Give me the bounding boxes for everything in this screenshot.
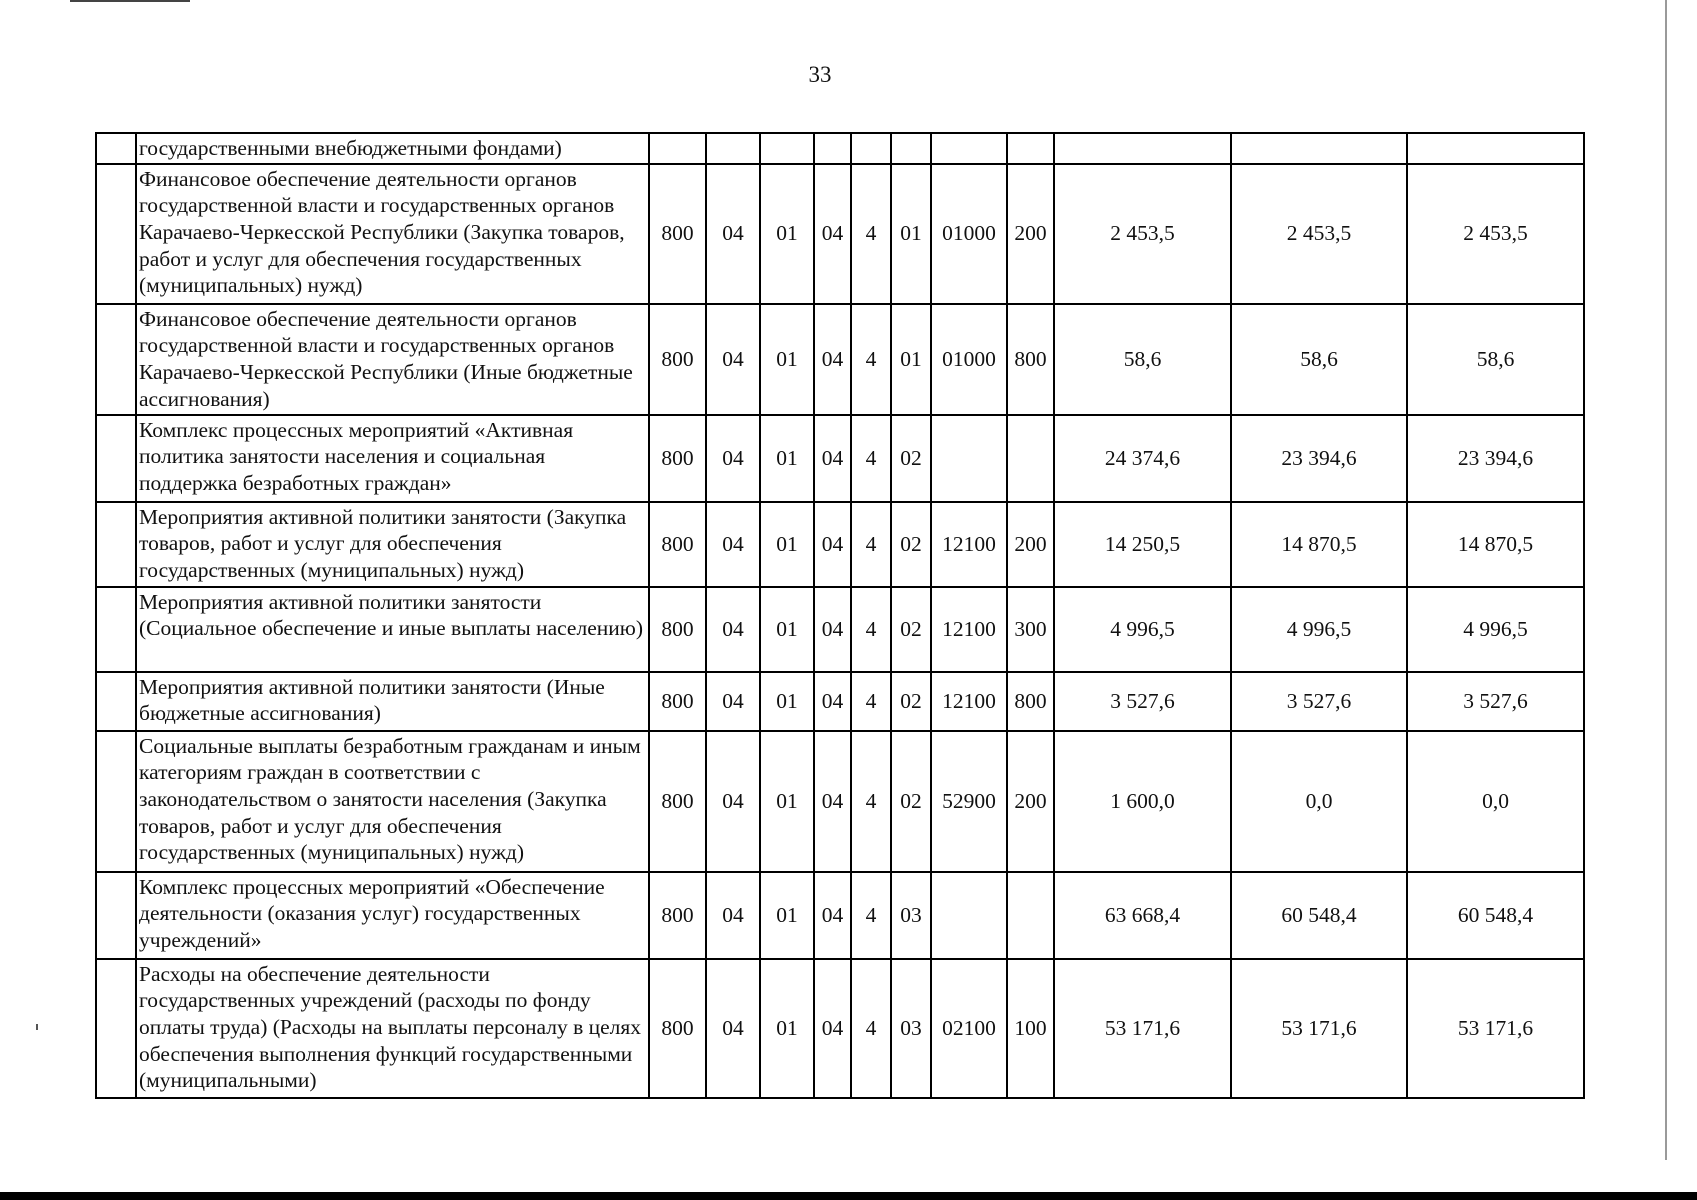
cell-row-number xyxy=(96,164,136,304)
cell-amount-year-1: 4 996,5 xyxy=(1054,587,1231,672)
cell-row-number xyxy=(96,959,136,1098)
scan-top-mark xyxy=(70,0,190,2)
cell-row-number xyxy=(96,872,136,959)
cell-amount-year-2: 0,0 xyxy=(1231,731,1407,872)
cell-subsection-code: 01 xyxy=(760,587,814,672)
table-row xyxy=(96,133,1584,164)
cell-amount-year-3: 53 171,6 xyxy=(1407,959,1584,1098)
cell-amount-year-2: 14 870,5 xyxy=(1231,502,1407,587)
cell-subsection-code xyxy=(760,133,814,164)
cell-row-number xyxy=(96,304,136,415)
cell-amount-year-3: 14 870,5 xyxy=(1407,502,1584,587)
table-row xyxy=(96,415,1584,502)
cell-target-article-1: 04 xyxy=(814,502,851,587)
cell-row-number xyxy=(96,672,136,731)
cell-subsection-code: 01 xyxy=(760,672,814,731)
cell-target-article-1: 04 xyxy=(814,872,851,959)
cell-target-article-4: 01000 xyxy=(931,304,1007,415)
cell-expense-name: Социальные выплаты безработным гражданам и иным категориям граждан в соответствии с законодательством о занятости населения (Закупка товаров, работ и услуг для обеспечения государственных (муниципальных) нужд) xyxy=(136,731,649,872)
cell-amount-year-1: 63 668,4 xyxy=(1054,872,1231,959)
cell-target-article-2: 4 xyxy=(851,304,891,415)
cell-section-code: 04 xyxy=(706,587,760,672)
cell-target-article-4: 12100 xyxy=(931,502,1007,587)
cell-target-article-1: 04 xyxy=(814,587,851,672)
cell-target-article-2: 4 xyxy=(851,731,891,872)
cell-expense-type: 200 xyxy=(1007,502,1054,587)
cell-target-article-3 xyxy=(891,133,931,164)
cell-expense-type xyxy=(1007,872,1054,959)
cell-ved-code: 800 xyxy=(649,872,706,959)
cell-target-article-3: 03 xyxy=(891,959,931,1098)
cell-amount-year-3: 0,0 xyxy=(1407,731,1584,872)
cell-ved-code: 800 xyxy=(649,164,706,304)
table-row xyxy=(96,672,1584,731)
cell-amount-year-1: 24 374,6 xyxy=(1054,415,1231,502)
cell-amount-year-2: 3 527,6 xyxy=(1231,672,1407,731)
cell-target-article-3: 02 xyxy=(891,672,931,731)
cell-target-article-1: 04 xyxy=(814,959,851,1098)
cell-amount-year-1: 1 600,0 xyxy=(1054,731,1231,872)
cell-ved-code: 800 xyxy=(649,304,706,415)
table-row xyxy=(96,164,1584,304)
cell-target-article-3: 01 xyxy=(891,304,931,415)
cell-target-article-3: 02 xyxy=(891,415,931,502)
cell-section-code: 04 xyxy=(706,872,760,959)
cell-expense-name: Расходы на обеспечение деятельности государственных учреждений (расходы по фонду оплаты труда) (Расходы на выплаты персоналу в целях обеспечения выполнения функций государственными (муниципальными) xyxy=(136,959,649,1098)
cell-amount-year-2: 53 171,6 xyxy=(1231,959,1407,1098)
cell-row-number xyxy=(96,133,136,164)
table-row xyxy=(96,959,1584,1098)
cell-expense-name: Мероприятия активной политики занятости (Закупка товаров, работ и услуг для обеспечения государственных (муниципальных) нужд) xyxy=(136,502,649,587)
cell-subsection-code: 01 xyxy=(760,164,814,304)
cell-amount-year-3: 3 527,6 xyxy=(1407,672,1584,731)
cell-amount-year-1: 3 527,6 xyxy=(1054,672,1231,731)
cell-target-article-2: 4 xyxy=(851,502,891,587)
cell-target-article-1: 04 xyxy=(814,672,851,731)
cell-amount-year-3 xyxy=(1407,133,1584,164)
cell-ved-code: 800 xyxy=(649,731,706,872)
table-row xyxy=(96,872,1584,959)
cell-target-article-4: 02100 xyxy=(931,959,1007,1098)
budget-table xyxy=(95,132,1585,1099)
cell-ved-code: 800 xyxy=(649,672,706,731)
cell-target-article-1 xyxy=(814,133,851,164)
cell-section-code: 04 xyxy=(706,415,760,502)
cell-subsection-code: 01 xyxy=(760,415,814,502)
table-row xyxy=(96,502,1584,587)
cell-target-article-2: 4 xyxy=(851,164,891,304)
cell-ved-code: 800 xyxy=(649,502,706,587)
cell-amount-year-2: 60 548,4 xyxy=(1231,872,1407,959)
cell-amount-year-1 xyxy=(1054,133,1231,164)
cell-target-article-2: 4 xyxy=(851,959,891,1098)
cell-subsection-code: 01 xyxy=(760,872,814,959)
cell-amount-year-1: 2 453,5 xyxy=(1054,164,1231,304)
cell-amount-year-2 xyxy=(1231,133,1407,164)
cell-section-code: 04 xyxy=(706,731,760,872)
cell-amount-year-2: 58,6 xyxy=(1231,304,1407,415)
cell-row-number xyxy=(96,415,136,502)
cell-amount-year-2: 2 453,5 xyxy=(1231,164,1407,304)
cell-target-article-4 xyxy=(931,133,1007,164)
cell-expense-type: 800 xyxy=(1007,672,1054,731)
cell-ved-code: 800 xyxy=(649,587,706,672)
cell-expense-type: 100 xyxy=(1007,959,1054,1098)
cell-target-article-2 xyxy=(851,133,891,164)
cell-row-number xyxy=(96,731,136,872)
cell-target-article-4: 12100 xyxy=(931,672,1007,731)
cell-amount-year-1: 58,6 xyxy=(1054,304,1231,415)
cell-row-number xyxy=(96,502,136,587)
cell-target-article-4 xyxy=(931,872,1007,959)
cell-expense-type xyxy=(1007,133,1054,164)
scan-right-edge xyxy=(1665,0,1667,1160)
cell-subsection-code: 01 xyxy=(760,731,814,872)
scan-bottom-band xyxy=(0,1192,1697,1200)
cell-target-article-1: 04 xyxy=(814,731,851,872)
cell-target-article-2: 4 xyxy=(851,672,891,731)
cell-ved-code: 800 xyxy=(649,415,706,502)
table-row xyxy=(96,731,1584,872)
cell-amount-year-3: 4 996,5 xyxy=(1407,587,1584,672)
cell-target-article-3: 02 xyxy=(891,587,931,672)
cell-expense-type: 200 xyxy=(1007,164,1054,304)
cell-amount-year-3: 60 548,4 xyxy=(1407,872,1584,959)
cell-target-article-2: 4 xyxy=(851,587,891,672)
table-row xyxy=(96,587,1584,672)
cell-target-article-3: 02 xyxy=(891,731,931,872)
table-body xyxy=(96,133,1584,1098)
cell-target-article-1: 04 xyxy=(814,304,851,415)
cell-expense-type: 800 xyxy=(1007,304,1054,415)
cell-expense-type: 300 xyxy=(1007,587,1054,672)
cell-amount-year-2: 4 996,5 xyxy=(1231,587,1407,672)
cell-expense-name: Финансовое обеспечение деятельности органов государственной власти и государственных органов Карачаево-Черкесской Республики (Закупка товаров, работ и услуг для обеспечения государственных (муниципальных) нужд) xyxy=(136,164,649,304)
cell-subsection-code: 01 xyxy=(760,304,814,415)
cell-target-article-3: 01 xyxy=(891,164,931,304)
cell-target-article-4: 52900 xyxy=(931,731,1007,872)
cell-expense-type: 200 xyxy=(1007,731,1054,872)
cell-amount-year-3: 23 394,6 xyxy=(1407,415,1584,502)
cell-section-code: 04 xyxy=(706,502,760,587)
cell-amount-year-1: 53 171,6 xyxy=(1054,959,1231,1098)
cell-amount-year-2: 23 394,6 xyxy=(1231,415,1407,502)
cell-subsection-code: 01 xyxy=(760,502,814,587)
cell-row-number xyxy=(96,587,136,672)
cell-expense-name: Комплекс процессных мероприятий «Обеспечение деятельности (оказания услуг) государственных учреждений» xyxy=(136,872,649,959)
scan-stray-mark xyxy=(36,1024,38,1030)
page-number: 33 xyxy=(808,62,832,87)
cell-amount-year-3: 58,6 xyxy=(1407,304,1584,415)
cell-target-article-3: 03 xyxy=(891,872,931,959)
cell-section-code: 04 xyxy=(706,304,760,415)
cell-target-article-2: 4 xyxy=(851,415,891,502)
cell-target-article-2: 4 xyxy=(851,872,891,959)
cell-section-code: 04 xyxy=(706,959,760,1098)
cell-expense-name: Мероприятия активной политики занятости (Социальное обеспечение и иные выплаты населению) xyxy=(136,587,649,672)
cell-section-code: 04 xyxy=(706,672,760,731)
cell-target-article-4: 01000 xyxy=(931,164,1007,304)
cell-expense-name: государственными внебюджетными фондами) xyxy=(136,133,649,164)
cell-amount-year-1: 14 250,5 xyxy=(1054,502,1231,587)
cell-target-article-1: 04 xyxy=(814,164,851,304)
cell-target-article-4: 12100 xyxy=(931,587,1007,672)
cell-ved-code: 800 xyxy=(649,959,706,1098)
table-row xyxy=(96,304,1584,415)
cell-subsection-code: 01 xyxy=(760,959,814,1098)
cell-target-article-4 xyxy=(931,415,1007,502)
cell-section-code: 04 xyxy=(706,164,760,304)
cell-expense-type xyxy=(1007,415,1054,502)
cell-expense-name: Финансовое обеспечение деятельности органов государственной власти и государственных органов Карачаево-Черкесской Республики (Иные бюджетные ассигнования) xyxy=(136,304,649,415)
cell-expense-name: Комплекс процессных мероприятий «Активная политика занятости населения и социальная поддержка безработных граждан» xyxy=(136,415,649,502)
cell-target-article-3: 02 xyxy=(891,502,931,587)
cell-expense-name: Мероприятия активной политики занятости (Иные бюджетные ассигнования) xyxy=(136,672,649,731)
cell-amount-year-3: 2 453,5 xyxy=(1407,164,1584,304)
cell-ved-code xyxy=(649,133,706,164)
cell-section-code xyxy=(706,133,760,164)
cell-target-article-1: 04 xyxy=(814,415,851,502)
